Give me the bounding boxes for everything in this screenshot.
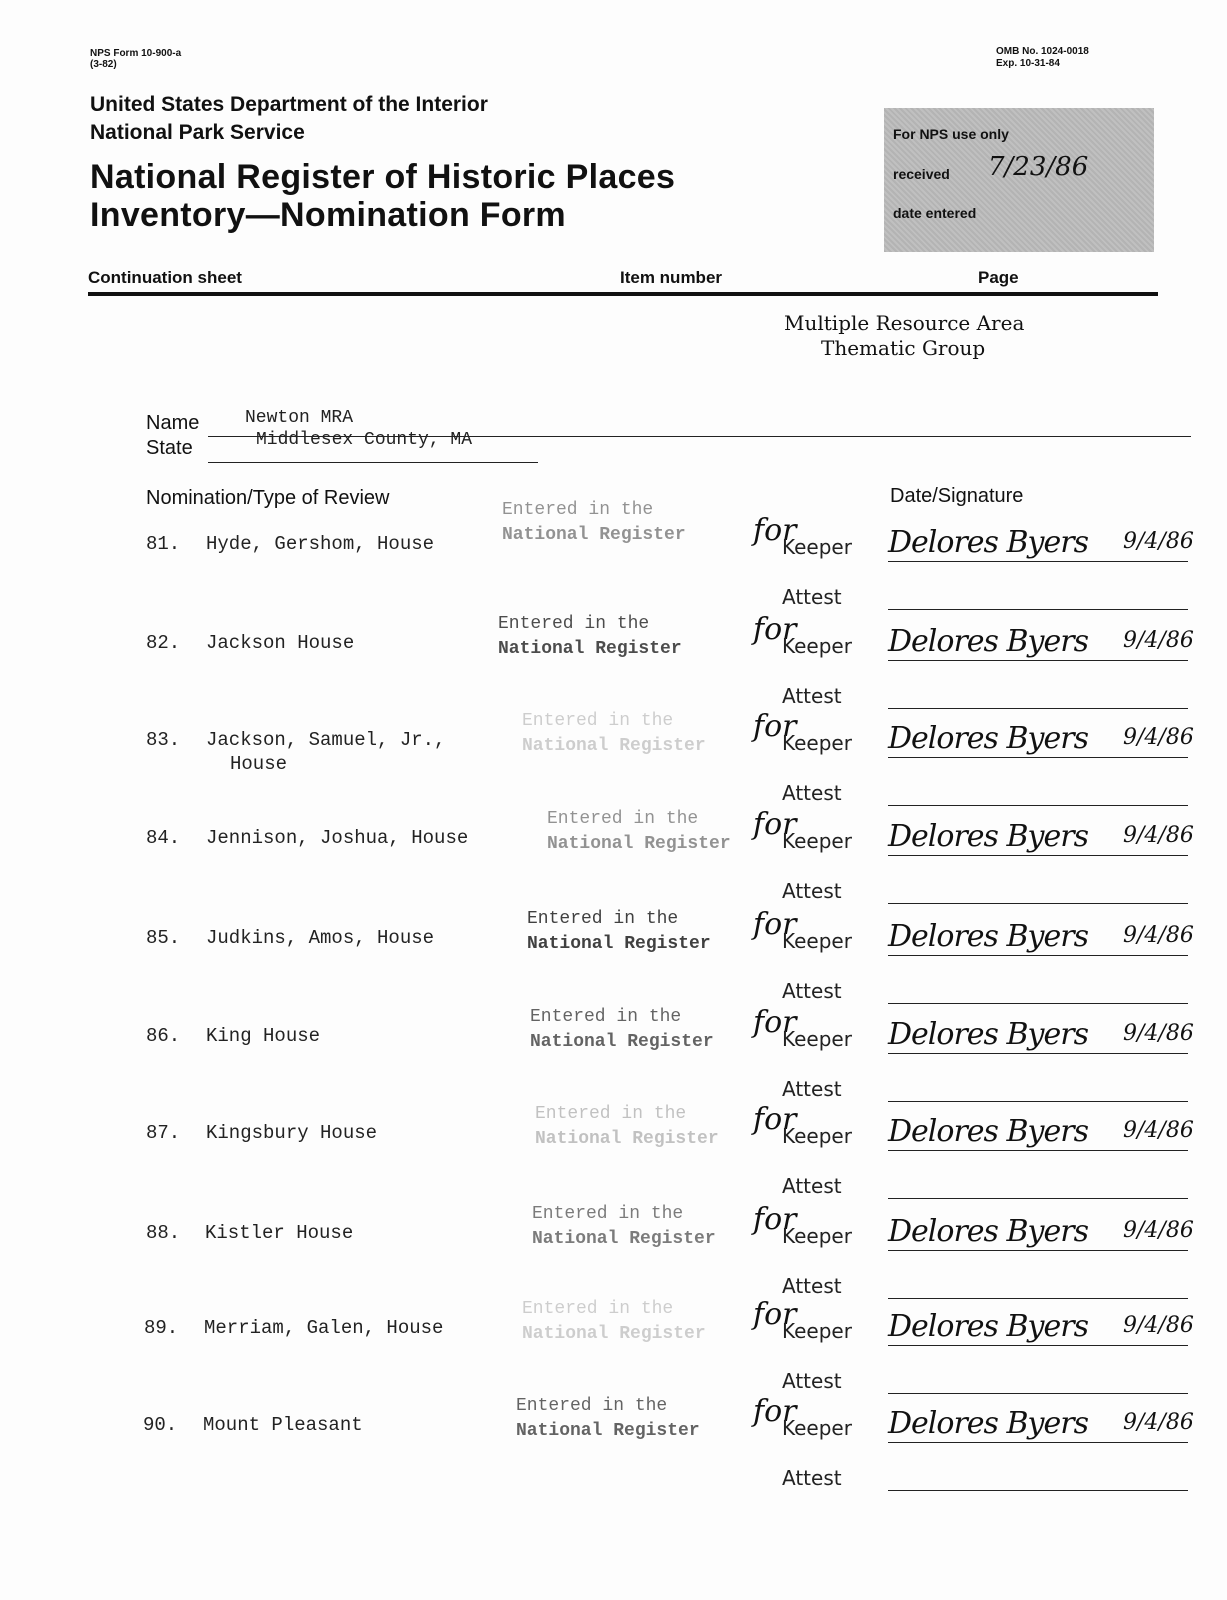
- keeper-signature: Delores Byers: [888, 525, 1088, 560]
- item-number-label: Item number: [620, 268, 723, 287]
- omb-number: OMB No. 1024-0018: [996, 46, 1089, 57]
- keeper-signature: Delores Byers: [888, 1309, 1088, 1344]
- expiration-date: Exp. 10-31-84: [996, 58, 1060, 69]
- for-mark: for: [753, 513, 797, 548]
- register-stamp-line1: Entered in the: [502, 500, 654, 520]
- attest-label: Attest: [782, 1174, 842, 1198]
- register-stamp-line1: Entered in the: [516, 1396, 668, 1416]
- entry-name: Kistler House: [205, 1222, 354, 1244]
- entry-name: Mount Pleasant: [203, 1414, 363, 1436]
- keeper-label: Keeper: [782, 829, 852, 853]
- keeper-label: Keeper: [782, 1027, 852, 1051]
- entry-number: 84.: [146, 827, 181, 849]
- entry-number: 90.: [143, 1414, 178, 1436]
- signature-date: 9/4/86: [1123, 1218, 1194, 1243]
- for-mark: for: [753, 907, 797, 942]
- attest-label: Attest: [782, 1274, 842, 1298]
- entry-name: Jackson, Samuel, Jr.,: [206, 729, 446, 751]
- attest-label: Attest: [782, 979, 842, 1003]
- attest-signature-line: [888, 805, 1188, 806]
- attest-signature-line: [888, 1490, 1188, 1491]
- nps-use-box: [884, 108, 1154, 252]
- keeper-signature-line: [888, 660, 1188, 661]
- signature-date: 9/4/86: [1123, 725, 1194, 750]
- for-mark: for: [753, 612, 797, 647]
- entry-name: Hyde, Gershom, House: [206, 533, 435, 555]
- header-rule: [88, 292, 1158, 296]
- keeper-signature-line: [888, 1442, 1188, 1443]
- entry-name: Judkins, Amos, House: [206, 927, 435, 949]
- register-stamp-line1: Entered in the: [530, 1007, 682, 1027]
- keeper-label: Keeper: [782, 634, 852, 658]
- keeper-signature-line: [888, 855, 1188, 856]
- for-mark: for: [753, 1102, 797, 1137]
- keeper-signature: Delores Byers: [888, 1214, 1088, 1249]
- register-stamp-line1: Entered in the: [547, 809, 699, 829]
- register-stamp-line2: National Register: [498, 639, 682, 659]
- name-label: Name: [146, 412, 200, 434]
- entry-name: Kingsbury House: [206, 1122, 378, 1144]
- form-number: NPS Form 10-900-a: [90, 48, 182, 59]
- for-mark: for: [753, 1394, 797, 1429]
- attest-label: Attest: [782, 684, 842, 708]
- signature-date: 9/4/86: [1123, 1410, 1194, 1435]
- for-mark: for: [753, 1005, 797, 1040]
- register-stamp-line2: National Register: [530, 1032, 714, 1052]
- signature-date: 9/4/86: [1123, 628, 1194, 653]
- entry-name: Merriam, Galen, House: [204, 1317, 444, 1339]
- nps-use-only-label: For NPS use only: [893, 126, 1009, 142]
- register-stamp-line1: Entered in the: [522, 711, 674, 731]
- attest-label: Attest: [782, 1466, 842, 1490]
- department-name: United States Department of the Interior: [90, 93, 488, 116]
- attest-signature-line: [888, 1393, 1188, 1394]
- register-stamp-line2: National Register: [535, 1129, 719, 1149]
- attest-signature-line: [888, 1003, 1188, 1004]
- keeper-signature-line: [888, 1250, 1188, 1251]
- register-stamp-line2: National Register: [522, 736, 706, 756]
- date-entered-label: date entered: [893, 205, 977, 221]
- entry-number: 82.: [146, 632, 181, 654]
- attest-label: Attest: [782, 879, 842, 903]
- attest-signature-line: [888, 1298, 1188, 1299]
- page-label: Page: [978, 268, 1019, 287]
- register-stamp-line2: National Register: [532, 1229, 716, 1249]
- signature-date: 9/4/86: [1123, 923, 1194, 948]
- keeper-signature-line: [888, 1150, 1188, 1151]
- service-name: National Park Service: [90, 121, 305, 144]
- entry-name-line2: House: [230, 753, 288, 775]
- keeper-signature: Delores Byers: [888, 919, 1088, 954]
- keeper-signature: Delores Byers: [888, 624, 1088, 659]
- attest-label: Attest: [782, 1369, 842, 1393]
- entry-name: King House: [206, 1025, 321, 1047]
- keeper-signature: Delores Byers: [888, 1114, 1088, 1149]
- attest-signature-line: [888, 609, 1188, 610]
- signature-date: 9/4/86: [1123, 1313, 1194, 1338]
- keeper-signature: Delores Byers: [888, 721, 1088, 756]
- register-stamp-line2: National Register: [547, 834, 731, 854]
- keeper-label: Keeper: [782, 929, 852, 953]
- register-stamp-line2: National Register: [522, 1324, 706, 1344]
- attest-label: Attest: [782, 585, 842, 609]
- keeper-label: Keeper: [782, 535, 852, 559]
- state-underline: [208, 462, 538, 463]
- entry-name: Jennison, Joshua, House: [206, 827, 469, 849]
- signature-date: 9/4/86: [1123, 1118, 1194, 1143]
- attest-label: Attest: [782, 781, 842, 805]
- keeper-signature-line: [888, 561, 1188, 562]
- attest-signature-line: [888, 708, 1188, 709]
- attest-label: Attest: [782, 1077, 842, 1101]
- keeper-signature: Delores Byers: [888, 1406, 1088, 1441]
- signature-date: 9/4/86: [1123, 1021, 1194, 1046]
- for-mark: for: [753, 1202, 797, 1237]
- form-title-line2: Inventory—Nomination Form: [90, 196, 566, 234]
- register-stamp-line1: Entered in the: [532, 1204, 684, 1224]
- register-stamp-line1: Entered in the: [522, 1299, 674, 1319]
- keeper-signature-line: [888, 955, 1188, 956]
- signature-date: 9/4/86: [1123, 529, 1194, 554]
- keeper-signature: Delores Byers: [888, 819, 1088, 854]
- name-value: Newton MRA: [245, 408, 354, 428]
- for-mark: for: [753, 807, 797, 842]
- register-stamp-line2: National Register: [516, 1421, 700, 1441]
- keeper-label: Keeper: [782, 1124, 852, 1148]
- register-stamp-line2: National Register: [527, 934, 711, 954]
- continuation-sheet-label: Continuation sheet: [88, 268, 242, 287]
- group-line1: Multiple Resource Area: [784, 311, 1025, 335]
- keeper-label: Keeper: [782, 1319, 852, 1343]
- keeper-signature-line: [888, 757, 1188, 758]
- attest-signature-line: [888, 1198, 1188, 1199]
- entry-number: 88.: [146, 1222, 181, 1244]
- received-date: 7/23/86: [988, 152, 1089, 182]
- register-stamp-line1: Entered in the: [527, 909, 679, 929]
- form-title-line1: National Register of Historic Places: [90, 158, 676, 196]
- received-label: received: [893, 166, 950, 182]
- register-stamp-line1: Entered in the: [498, 614, 650, 634]
- for-mark: for: [753, 1297, 797, 1332]
- signature-date: 9/4/86: [1123, 823, 1194, 848]
- register-stamp-line1: Entered in the: [535, 1104, 687, 1124]
- form-revision: (3-82): [90, 59, 117, 70]
- state-label: State: [146, 437, 193, 459]
- nomination-column-header: Nomination/Type of Review: [146, 487, 390, 509]
- group-line2: Thematic Group: [821, 336, 986, 360]
- state-value: Middlesex County, MA: [256, 430, 473, 450]
- attest-signature-line: [888, 903, 1188, 904]
- entry-name: Jackson House: [206, 632, 355, 654]
- entry-number: 86.: [146, 1025, 181, 1047]
- for-mark: for: [753, 709, 797, 744]
- keeper-label: Keeper: [782, 1416, 852, 1440]
- keeper-label: Keeper: [782, 731, 852, 755]
- entry-number: 83.: [146, 729, 181, 751]
- keeper-signature-line: [888, 1053, 1188, 1054]
- keeper-signature: Delores Byers: [888, 1017, 1088, 1052]
- attest-signature-line: [888, 1101, 1188, 1102]
- keeper-signature-line: [888, 1345, 1188, 1346]
- entry-number: 85.: [146, 927, 181, 949]
- register-stamp-line2: National Register: [502, 525, 686, 545]
- entry-number: 87.: [146, 1122, 181, 1144]
- entry-number: 81.: [146, 533, 181, 555]
- keeper-label: Keeper: [782, 1224, 852, 1248]
- date-signature-column-header: Date/Signature: [890, 485, 1024, 507]
- entry-number: 89.: [144, 1317, 179, 1339]
